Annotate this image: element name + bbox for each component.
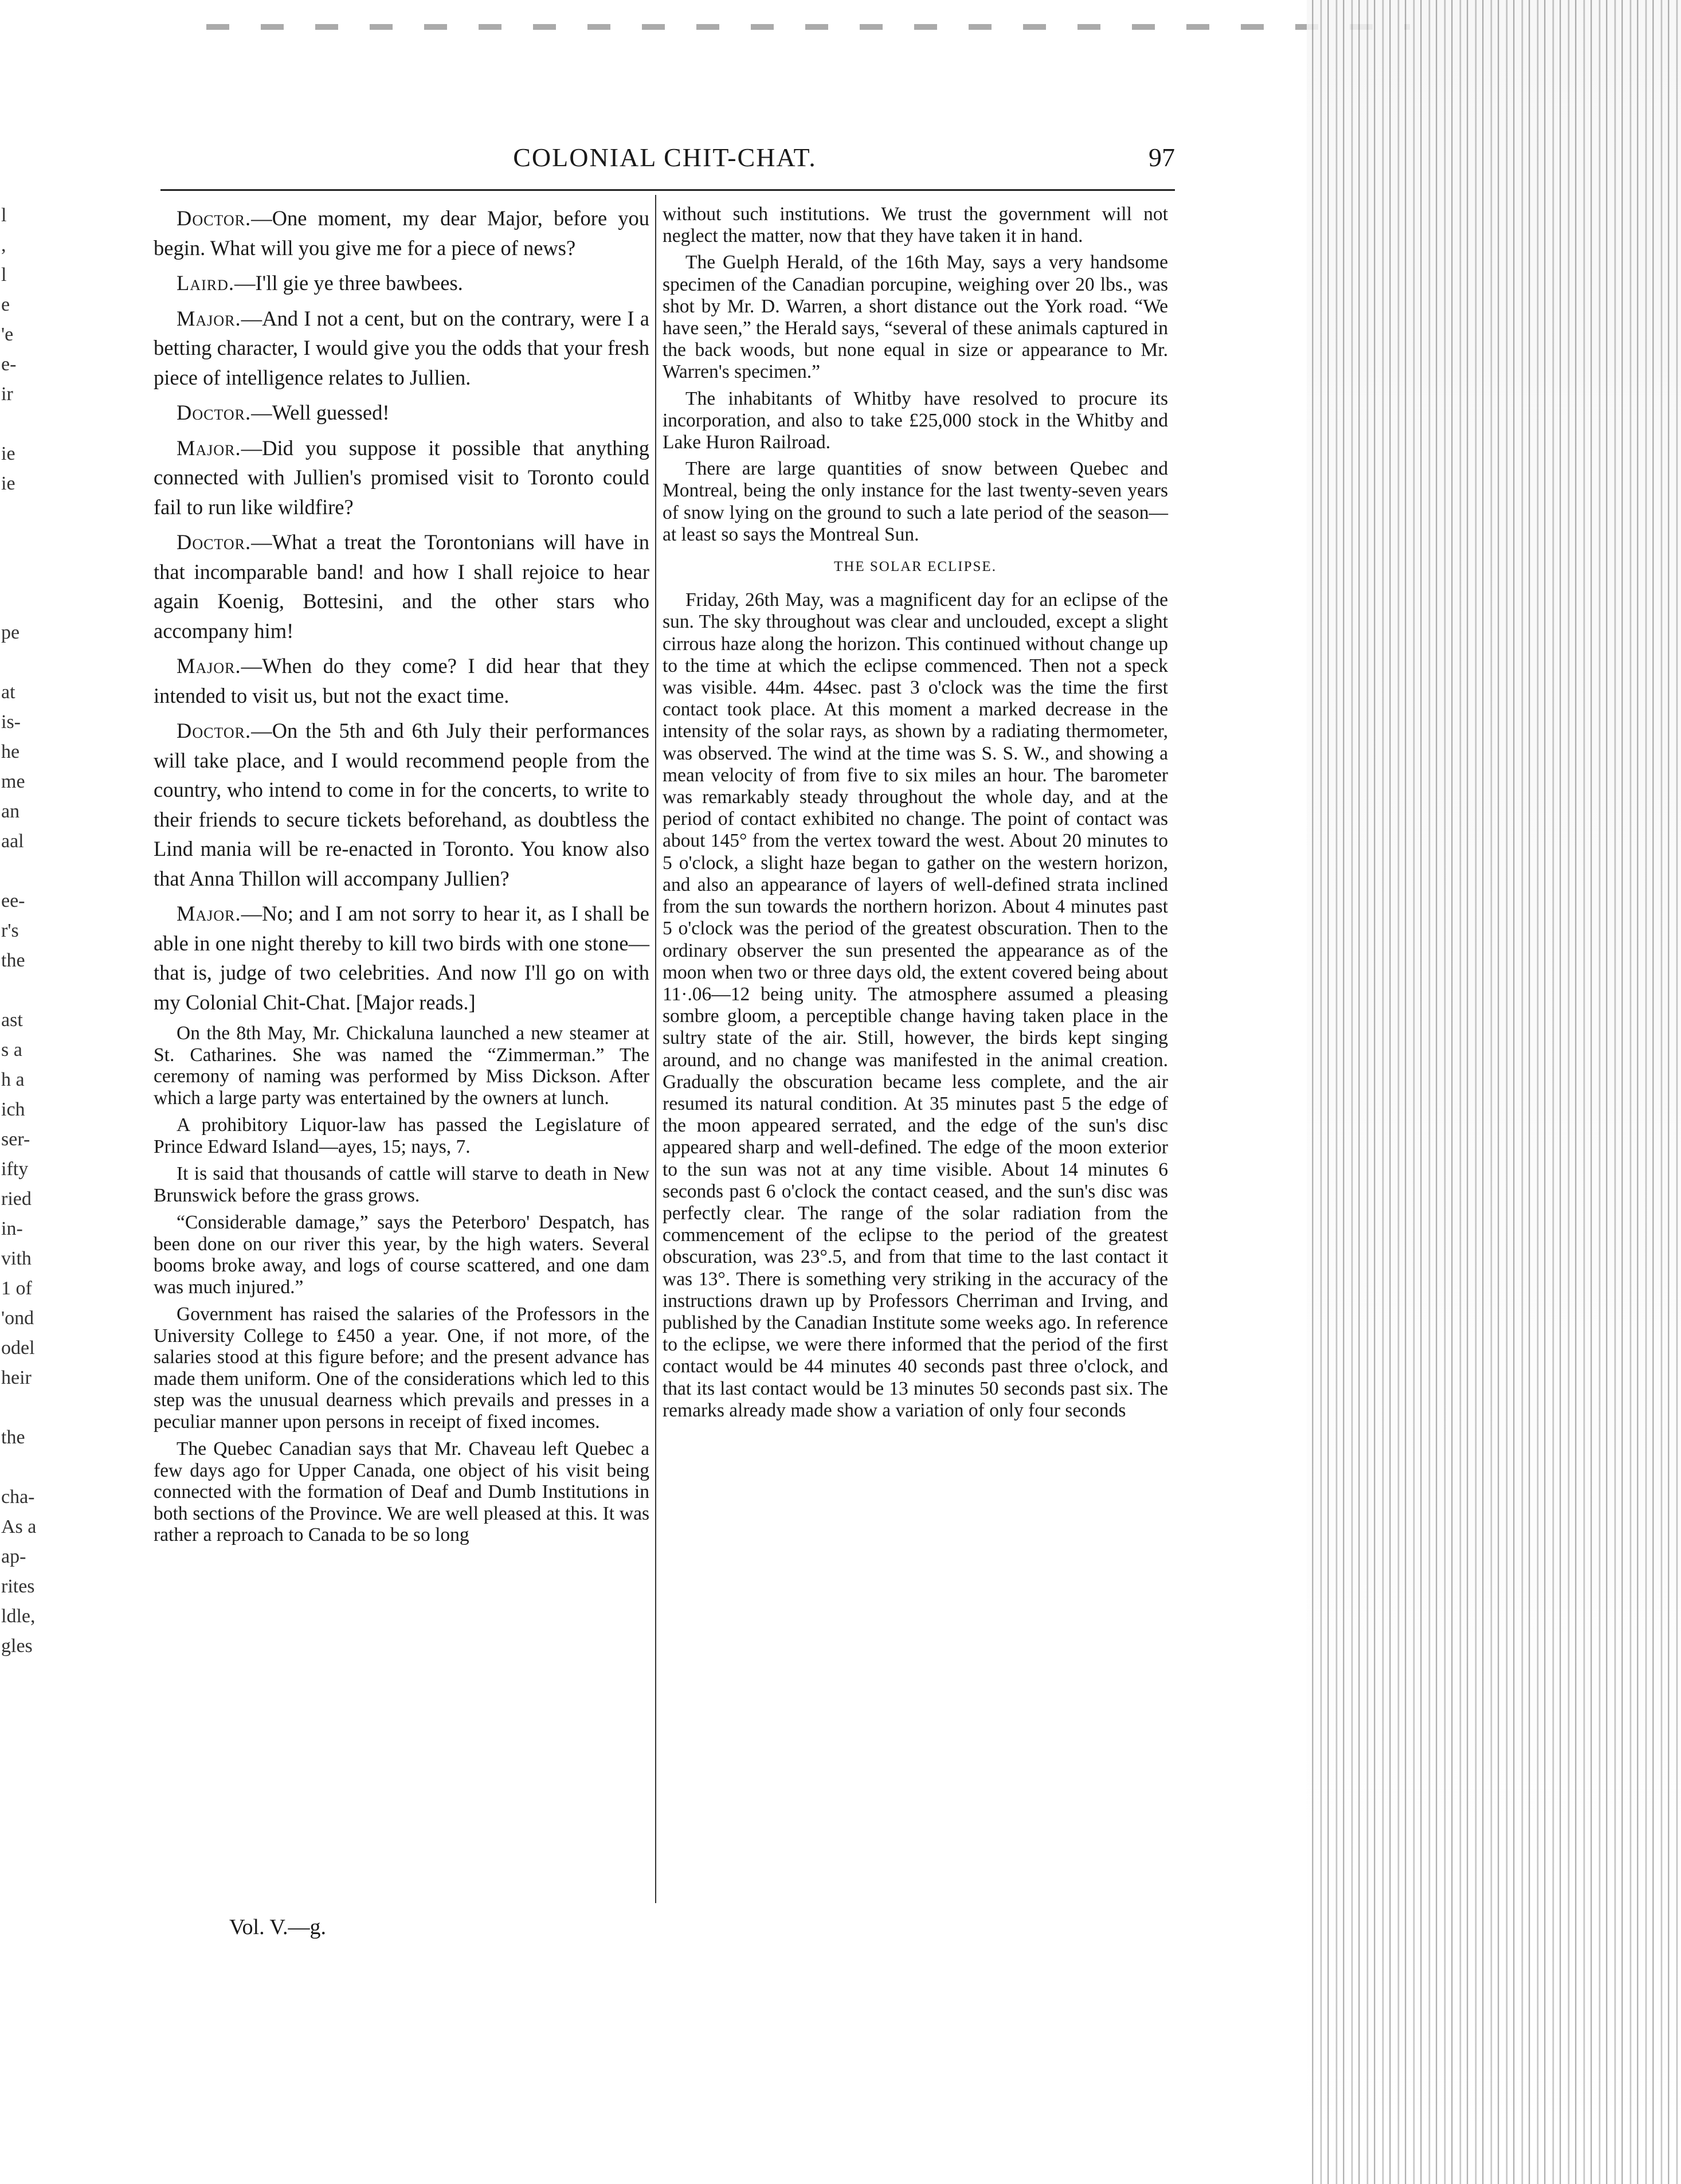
speaker-name: Major. [177, 306, 241, 330]
dialogue-paragraph [154, 433, 649, 522]
margin-fragment: l [1, 205, 7, 226]
margin-fragment [1, 1393, 93, 1423]
margin-fragment: in- [1, 1218, 23, 1239]
margin-fragment: ir [1, 383, 13, 405]
speech-text: —And I not a cent, but on the contrary, were I a betting character, I would give you the odds that your fresh piece of intelligence relates to Jullien. [154, 306, 649, 389]
margin-fragment: l [1, 264, 7, 285]
margin-fragment: ldle, [1, 1606, 36, 1627]
speaker-name: Major. [177, 902, 241, 925]
margin-fragment: pe [1, 622, 20, 643]
page-header [155, 142, 1175, 182]
margin-fragment: is- [1, 711, 21, 733]
speaker-name: Doctor. [177, 401, 252, 424]
margin-fragment: the [1, 950, 25, 971]
left-column [154, 203, 649, 1552]
margin-fragment: rites [1, 1576, 35, 1597]
margin-fragment: As a [1, 1516, 37, 1537]
signature-mark: Vol. V.—g. [229, 1915, 326, 1939]
margin-fragment [1, 529, 93, 558]
dialogue-paragraph [154, 527, 649, 645]
margin-fragment [1, 558, 93, 588]
dialogue-paragraph [154, 203, 649, 263]
margin-fragment: r's [1, 920, 19, 941]
margin-fragment [1, 976, 93, 1005]
margin-fragment: ried [1, 1188, 32, 1210]
section-heading: THE SOLAR ECLIPSE. [834, 559, 997, 575]
right-column [663, 203, 1168, 1426]
dialogue-paragraph [154, 398, 649, 428]
margin-fragment: ie [1, 473, 15, 494]
dialogue-paragraph [154, 268, 649, 298]
margin-fragment: cha- [1, 1486, 35, 1508]
news-paragraph: The inhabitants of Whitby have resolved to procure its incorporation, and also to take £25,000 stock in the Whitby and Lake Huron Railroad. [663, 388, 1168, 453]
news-paragraph: “Considerable damage,” says the Peterboro' Despatch, has been done on our river this year, by the high waters. Several booms broke away, and logs of course scattered, and one dam was much injured.” [154, 1212, 649, 1298]
dialogue-paragraph [154, 651, 649, 710]
margin-fragment: e [1, 294, 10, 315]
news-paragraph: There are large quantities of snow between Quebec and Montreal, being the only instance for the last twenty-seven years of snow lying on the ground to such a late period of the season—at least so says the Montreal Sun. [663, 458, 1168, 545]
margin-fragment: aal [1, 831, 24, 852]
speaker-name: Doctor. [177, 206, 252, 230]
news-paragraph: The Quebec Canadian says that Mr. Chaveau left Quebec a few days ago for Upper Canada, one object of his visit being connected with the formation of Deaf and Dumb Institutions in both sections of the Province. We are well pleased at this. It was rather a reproach to Canada to be so long [154, 1438, 649, 1545]
speaker-name: Laird. [177, 271, 234, 295]
margin-fragment: me [1, 771, 25, 792]
speaker-name: Major. [177, 436, 241, 460]
margin-fragment: 1 of [1, 1278, 32, 1299]
margin-fragment: s a [1, 1039, 22, 1060]
margin-fragment: the [1, 1427, 25, 1448]
news-paragraph: A prohibitory Liquor-law has passed the Legislature of Prince Edward Island—ayes, 15; nays, 7. [154, 1114, 649, 1157]
dialogue-paragraph [154, 304, 649, 393]
news-paragraph: Government has raised the salaries of the Professors in the University College to £450 a year. One, if not more, of the salaries stood at this figure before; and the present advance has made them uniform. One of the considerations which led to this step was the unusual dearness which prevails and presses in a peculiar manner upon persons in receipt of fixed incomes. [154, 1304, 649, 1432]
news-paragraph: It is said that thousands of cattle will starve to death in New Brunswick before the grass grows. [154, 1163, 649, 1206]
speaker-name: Major. [177, 654, 241, 678]
margin-fragment [1, 499, 93, 529]
margin-fragment: ast [1, 1009, 23, 1031]
margin-fragment [1, 588, 93, 618]
news-paragraph: The Guelph Herald, of the 16th May, says a very handsome specimen of the Canadian porcupine, weighing over 20 lbs., was shot by Mr. D. Warren, a short distance out the York road. “We have seen,” the Herald says, “several of these animals captured in the back woods, but none equal in size or appearance to Mr. Warren's specimen.” [663, 252, 1168, 383]
eclipse-paragraph: Friday, 26th May, was a magnificent day for an eclipse of the sun. The sky throughout was clear and unclouded, except a slight cirrous haze along the horizon. This continued without change up to the time at which the eclipse commenced. Then not a speck was visible. 44m. 44sec. past 3 o'clock was the time the first contact took place. At this moment a marked decrease in the intensity of the solar rays, as shown by a radiating thermometer, was observed. The wind at the time was S. S. W., and showing a mean velocity of from five to six miles an hour. The barometer was remarkably steady throughout the whole day, and at the period of contact exhibited no change. The point of contact was about 145° from the vertex toward the west. About 20 minutes to 5 o'clock, a slight haze began to gather on the western horizon, and also an appearance of layers of well-defined strata inclined from the sun towards the northern horizon. About 4 minutes past 5 o'clock was the period of the greatest obscuration. Then to the ordinary observer the sun presented the appearance as of the moon when two or three days old, the extent covered being about 11·.06—12 being unity. The atmosphere assumed a pleasing sombre gloom, a perceptible change having taken place in the sultry state of the air. Still, however, the birds kept singing around, and no change was manifested in the animal creation. Gradually the obscuration became less complete, and the air resumed its natural condition. At 35 minutes past 5 the edge of the moon appeared serrated, and the edge of the sun's disc appeared sharp and well-defined. The edge of the moon exterior to the sun was not at any time visible. About 14 minutes 6 seconds past 6 o'clock the contact ceased, and the sun's disc was perfectly clear. The range of the solar radiation from the commencement of the eclipse to the period of the greatest obscuration, was 23°.5, and from that time to the last contact it was 13°. There is something very striking in the accuracy of the instructions drawn up by Professors Cherriman and Irving, and published by the Canadian Institute some weeks ago. In reference to the eclipse, we were there informed that the period of the first contact would be 44 minutes 40 seconds past three o'clock, and that its last contact would be 13 minutes 50 seconds past six. The remarks already made show a variation of only four seconds [663, 589, 1168, 1421]
header-rule [160, 189, 1175, 191]
speaker-name: Doctor. [177, 530, 252, 554]
news-items [154, 1023, 649, 1546]
margin-fragment: ie [1, 443, 15, 464]
speech-text: —What a treat the Torontonians will have in that incomparable band! and how I shall rejoice to hear again Koenig, Bottesini, and the other stars who accompany him! [154, 530, 649, 643]
margin-fragment [1, 409, 93, 439]
margin-fragment: ap- [1, 1546, 26, 1567]
news-paragraph: On the 8th May, Mr. Chickaluna launched a new steamer at St. Catharines. She was named the “Zimmerman.” The ceremony of naming was performed by Miss Dickson. After which a large party was entertained by the owners at lunch. [154, 1023, 649, 1109]
speech-text: —Well guessed! [251, 401, 390, 424]
running-title: COLONIAL CHIT-CHAT. [513, 143, 817, 172]
margin-fragment: , [1, 234, 6, 256]
margin-fragment: ser- [1, 1129, 30, 1150]
margin-fragment [1, 856, 93, 886]
margin-fragment: ee- [1, 890, 25, 911]
speech-text: —I'll gie ye three bawbees. [234, 271, 463, 295]
speech-text: —On the 5th and 6th July their performances will take place, and I would recommend people from the country, who intend to come in for the concerts, to write to their friends to secure tickets beforehand, as doubtless the Lind mania will be re-enacted in Toronto. You know also that Anna Thillon will accompany Jullien? [154, 719, 649, 890]
dialogue-paragraph [154, 899, 649, 1017]
margin-fragment: odel [1, 1337, 35, 1359]
margin-fragment: gles [1, 1635, 33, 1657]
margin-fragment [1, 1453, 93, 1482]
margin-fragment: an [1, 801, 20, 822]
adjacent-page-fragments [1, 201, 93, 1661]
margin-fragment: h a [1, 1069, 25, 1090]
margin-fragment: vith [1, 1248, 32, 1269]
speech-text: —When do they come? I did hear that they intended to visit us, but not the exact time. [154, 654, 649, 707]
speech-text: —No; and I am not sorry to hear it, as I shall be able in one night thereby to kill two birds with one stone—that is, judge of two celebrities. And now I'll go on with my Colonial Chit-Chat. [Major reads.] [154, 902, 649, 1014]
margin-fragment: heir [1, 1367, 32, 1388]
scan-edge-marks [206, 24, 1410, 30]
column-divider [655, 195, 656, 1903]
margin-fragment: he [1, 741, 20, 762]
margin-fragment: 'e [1, 324, 14, 345]
margin-fragment: 'ond [1, 1308, 34, 1329]
margin-fragment [1, 648, 93, 678]
margin-fragment: at [1, 682, 15, 703]
speech-text: —Did you suppose it possible that anything connected with Jullien's promised visit to Toronto could fail to run like wildfire? [154, 436, 649, 519]
speech-text: —One moment, my dear Major, before you begin. What will you give me for a piece of news? [154, 206, 649, 260]
speaker-name: Doctor. [177, 719, 252, 742]
page-number: 97 [1149, 143, 1175, 172]
book-spine-scan-edge [1307, 0, 1681, 2184]
margin-fragment: e- [1, 354, 17, 375]
dialogue-paragraph [154, 716, 649, 893]
margin-fragment: ich [1, 1099, 25, 1120]
margin-fragment: ifty [1, 1158, 29, 1180]
news-paragraph: without such institutions. We trust the government will not neglect the matter, now that they have taken it in hand. [663, 203, 1168, 247]
